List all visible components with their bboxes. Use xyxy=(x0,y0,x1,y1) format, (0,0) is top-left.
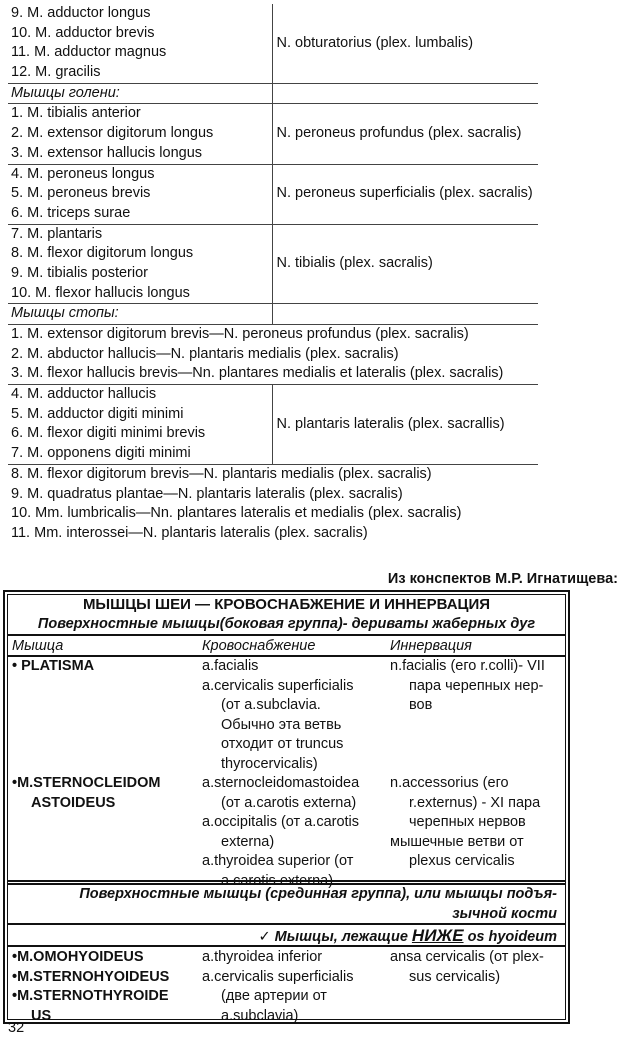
cell-line: a.cervicalis superficialis xyxy=(202,677,354,694)
section-header: Мышцы голени: xyxy=(8,83,272,104)
cell-line: ASTOIDEUS xyxy=(31,794,116,811)
muscle-name: 10. M. adductor brevis xyxy=(11,24,155,41)
header-muscle: Мышца xyxy=(12,638,64,654)
muscle-cell xyxy=(8,224,272,304)
infrahyoid-heading: ✓ Мышцы, лежащие НИЖЕ os hyoideum xyxy=(8,923,565,947)
cell-line: •M.STERNOCLEIDOM xyxy=(12,775,161,791)
nerve-cell: N. peroneus superficialis (plex. sacralis) xyxy=(272,164,538,224)
muscle-name: 4. M. peroneus longus xyxy=(11,165,155,182)
cell-line: •M.OMOHYOIDEUS xyxy=(12,949,144,965)
table-row xyxy=(8,104,538,164)
blood-supply-column xyxy=(202,657,359,891)
innervation-table xyxy=(8,4,538,544)
cell-line: thyrocervicalis) xyxy=(221,755,318,772)
table-row xyxy=(8,304,538,325)
innervation-column xyxy=(390,948,544,987)
cell-line: a.sternocleidomastoidea xyxy=(202,775,360,791)
cell-line: (от a.carotis externa) xyxy=(221,794,357,811)
muscle-nerve-line: 10. Mm. lumbricalis—Nn. plantares lateralis et medialis (plex. sacralis) xyxy=(11,505,462,522)
muscle-name: 7. M. opponens digiti minimi xyxy=(11,445,191,462)
cell-line: r.externus) - XI пара xyxy=(409,794,541,811)
cell-line: externa) xyxy=(221,833,275,850)
cell-line: a.facialis xyxy=(202,658,259,674)
cell-line xyxy=(12,696,160,716)
muscle-name: 6. M. flexor digiti minimi brevis xyxy=(11,425,206,442)
cell-line: US xyxy=(31,1007,52,1024)
table-row xyxy=(8,83,538,104)
nerve-cell: N. obturatorius (plex. lumbalis) xyxy=(272,4,538,83)
neck-muscles-box xyxy=(3,590,570,1024)
cell-line: a.occipitalis (от a.carotis xyxy=(202,814,360,830)
nerve-cell: N. plantaris lateralis (plex. sacrallis) xyxy=(272,385,538,465)
median-group-heading: Поверхностные мышцы (срединная группа), или мышцы подъя- зычной кости xyxy=(8,883,565,923)
muscle-name: 12. M. gracilis xyxy=(11,64,101,81)
cell-line: sus cervicalis) xyxy=(409,968,501,985)
cell-line: (от a.subclavia. xyxy=(221,697,321,713)
innervation-column xyxy=(390,657,545,872)
cell-line xyxy=(12,735,160,755)
cell-line: • PLATISMA xyxy=(12,658,95,674)
muscle-name: 4. M. adductor hallucis xyxy=(11,386,157,403)
full-width-cell xyxy=(8,325,538,385)
muscle-cell xyxy=(8,104,272,164)
source-note: Из конспектов М.Р. Игнатищева: xyxy=(387,571,618,587)
cell-line xyxy=(12,677,160,697)
muscle-name: 7. M. plantaris xyxy=(11,225,103,242)
cell-line: ansa cervicalis (от plex- xyxy=(390,949,544,965)
box-subtitle: Поверхностные мышцы(боковая группа)- дериваты жаберных дуг xyxy=(8,614,565,636)
nerve-cell: N. tibialis (plex. sacralis) xyxy=(272,224,538,304)
muscle-name: 8. M. flexor digitorum longus xyxy=(11,245,194,262)
muscle-name: 6. M. triceps surae xyxy=(11,204,131,221)
cell-line: a.thyroidea inferior xyxy=(202,949,323,965)
table-row xyxy=(8,164,538,224)
full-width-cell xyxy=(8,464,538,543)
table-row xyxy=(8,385,538,465)
muscle-name: 1. M. tibialis anterior xyxy=(11,105,141,122)
cell-line: (две артерии от xyxy=(221,988,327,1004)
cell-line: черепных нервов xyxy=(409,814,526,830)
muscle-name: 10. M. flexor hallucis longus xyxy=(11,284,190,301)
column-headers xyxy=(8,636,565,657)
cell-line: n.facialis (его r.colli)- VII xyxy=(390,658,545,674)
cell-line: вов xyxy=(409,697,433,713)
muscle-cell xyxy=(8,4,272,83)
muscle-nerve-line: 3. M. flexor hallucis brevis—Nn. plantares medialis et lateralis (plex. sacralis) xyxy=(11,365,504,382)
muscle-name: 9. M. tibialis posterior xyxy=(11,264,148,281)
cell-line xyxy=(390,755,545,775)
cell-line: пара черепных нер- xyxy=(409,677,544,694)
muscle-name: 3. M. extensor hallucis longus xyxy=(11,144,203,161)
table-row xyxy=(8,4,538,83)
cell-line: a.cervicalis superficialis xyxy=(202,968,354,985)
muscle-nerve-line: 1. M. extensor digitorum brevis—N. peroneus profundus (plex. sacralis) xyxy=(11,326,469,343)
header-innervation: Иннервация xyxy=(390,638,472,654)
cell-line xyxy=(390,716,545,736)
cell-line: Обычно эта ветвь xyxy=(221,716,342,733)
cell-line: a.carotis externa) xyxy=(221,872,334,889)
muscle-cell xyxy=(8,164,272,224)
page-number: 32 xyxy=(8,1020,25,1036)
table-row xyxy=(8,224,538,304)
table-row xyxy=(8,325,538,385)
cell-line: plexus cervicalis xyxy=(409,853,515,869)
muscle-column xyxy=(12,948,169,1026)
muscle-nerve-line: 8. M. flexor digitorum brevis—N. plantaris medialis (plex. sacralis) xyxy=(11,465,432,482)
table-row xyxy=(8,464,538,543)
cell-line: a.subclavia) xyxy=(221,1007,299,1024)
cell-line: a.thyroidea superior (от xyxy=(202,853,354,869)
highlight-word: НИЖЕ xyxy=(411,926,464,945)
cell-line xyxy=(390,735,545,755)
cell-line xyxy=(12,716,160,736)
cell-line: n.accessorius (его xyxy=(390,775,509,791)
cell-line: отходит от truncus xyxy=(221,736,344,752)
cell-line xyxy=(12,755,160,775)
blood-supply-column xyxy=(202,948,354,1026)
infrahyoid-rows xyxy=(8,948,565,1024)
muscle-nerve-line: 2. M. abductor hallucis—N. plantaris medialis (plex. sacralis) xyxy=(11,345,399,362)
cell-line: мышечные ветви от xyxy=(390,833,524,850)
nerve-cell: N. peroneus profundus (plex. sacralis) xyxy=(272,104,538,164)
check-icon: ✓ xyxy=(258,929,271,945)
muscle-name: 5. M. adductor digiti minimi xyxy=(11,405,184,422)
box-title: МЫШЦЫ ШЕИ — КРОВОСНАБЖЕНИЕ И ИННЕРВАЦИЯ xyxy=(82,596,491,613)
lateral-group-rows xyxy=(8,657,565,889)
muscle-cell xyxy=(8,385,272,465)
muscle-name: 9. M. adductor longus xyxy=(11,5,151,21)
muscle-column xyxy=(12,657,160,813)
header-blood-supply: Кровоснабжение xyxy=(202,638,316,654)
cell-line: •M.STERNOHYOIDEUS xyxy=(12,968,170,985)
muscle-name: 5. M. peroneus brevis xyxy=(11,185,151,202)
cell-line: •M.STERNOTHYROIDE xyxy=(12,988,169,1004)
muscle-nerve-line: 11. Mm. interossei—N. plantaris lateralis (plex. sacralis) xyxy=(11,524,368,541)
muscle-nerve-line: 9. M. quadratus plantae—N. plantaris lateralis (plex. sacralis) xyxy=(11,485,403,502)
muscle-name: 2. M. extensor digitorum longus xyxy=(11,125,214,142)
section-header: Мышцы стопы: xyxy=(8,304,272,325)
muscle-name: 11. M. adductor magnus xyxy=(11,44,167,61)
